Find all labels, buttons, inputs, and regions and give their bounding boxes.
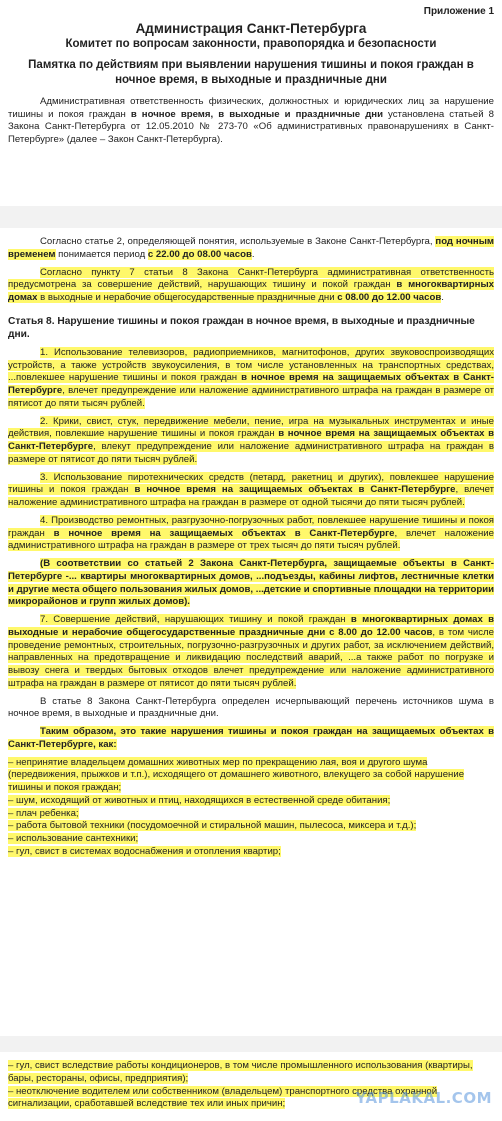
night-definition-paragraph: Согласно статье 2, определяющей понятия, используемые в Законе Санкт-Петербурга, под ночным временем понимается период с 22.00 до 08.00 часов. [8,236,494,260]
list-item: – плач ребенка; [8,807,79,819]
list-item: – гул, свист в системах водоснабжения и отопления квартир; [8,845,281,857]
memo-title: Памятка по действиям при выявлении нарушения тишины и покоя граждан в ночное время, в выходные и праздничные дни [28,59,474,86]
site-watermark: YAPLAKAL.COM [355,1089,492,1107]
article-8-title: Статья 8. Нарушение тишины и покоя граждан в ночное время, в выходные и праздничные дни. [8,315,475,341]
article-item-7: 7. Совершение действий, нарушающих тишину и покой граждан в многоквартирных домах в выходные и нерабочие общегосударственные праздничные дни с 8.00 до 12.00 часов, в том числе проведение ремонтных, строительных, погрузочно-разгрузочных и других работ, за исключением действий, направленных на предотвращение и ликвидацию последствий аварий, ...а также работ по погрузке и вывозу снега и твердых бытовых отходов влечет предупреждение или наложение административного штрафа на граждан в размере от пятисот до пяти тысяч рублей. [8,614,494,689]
org-title: Администрация Санкт-Петербурга [135,21,367,36]
committee-title: Комитет по вопросам законности, правопорядка и безопасности [65,38,437,50]
list-item: – неотключение водителем или собственником (владельцем) транспортного средства охранной сигнализации, сработавшей вследствие тех или иных причин; [8,1085,438,1110]
protected-objects-note: (В соответствии со статьей 2 Закона Санкт-Петербурга, защищаемые объекты в Санкт-Петербурге -... квартиры многоквартирных домов, ...подъезды, кабины лифтов, лестничные клетки и другие места общего пользования жилых домов, ...детские и спортивные площадки на территории микрорайонов и групп жилых домов). [8,558,494,608]
non-violation-list [8,757,494,859]
appendix-label: Приложение 1 [423,6,494,17]
article-item-1: 1. Использование телевизоров, радиоприемников, магнитофонов, других звуковоспроизводящих устройств, а также устройств звукоусиления, в том числе установленных на транспортных средствах, ...повлекшее нарушение тишины и покоя граждан в ночное время на защищаемых объектах в Санкт-Петербурге, влечет предупреждение или наложение административного штрафа на граждан в размере от пятисот до пяти тысяч рублей. [8,346,494,409]
list-item: – использование сантехники; [8,833,139,845]
article-item-3: 3. Использование пиротехнических средств (петард, ракетниц и других), повлекшее нарушение тишины и покоя граждан в ночное время на защищаемых объектах в Санкт-Петербурге, влечет наложение административного штрафа на граждан в размере от одной тысячи до пяти тысяч рублей. [8,471,494,509]
document-page-3 [0,1052,502,1121]
article-item-4: 4. Производство ремонтных, разгрузочно-погрузочных работ, повлекшее нарушение тишины и покоя граждан в ночное время на защищаемых объектах в Санкт-Петербурге, влечет наложение административного штрафа на граждан в размере от трех тысяч до пяти тысяч рублей. [8,514,494,552]
intro-paragraph: Административная ответственность физических, должностных и юридических лиц за нарушение тишины и покоя граждан в ночное время, в выходные и праздничные дни установлена статьей 8 Закона Санкт-Петербурга от 12.05.2010 № 273-70 «Об административных правонарушениях в Санкт-Петербурге» (далее – Закон Санкт-Петербурга). [8,95,495,146]
noise-sources-paragraph: В статье 8 Закона Санкт-Петербурга определен исчерпывающий перечень источников шума в ночное время, в выходные и праздничные дни. [8,695,494,720]
list-item: – непринятие владельцем домашних животных мер по прекращению лая, воя и другого шума (передвижения, прыжков и т.п.), исходящего от домашнего животного, влекущего за собой нарушение тишины и покоя граждан; [8,756,465,794]
list-item: – шум, исходящий от животных и птиц, находящихся в естественной среде обитания; [8,794,391,806]
document-page-2 [0,228,502,1036]
document-page-1 [0,0,502,206]
summary-paragraph: Таким образом, это такие нарушения тишины и покоя граждан на защищаемых объектах в Санкт-Петербурге, как: [8,726,494,750]
weekend-rule-paragraph: Согласно пункту 7 статьи 8 Закона Санкт-Петербурга административная ответственность предусмотрена за совершение действий, нарушающих тишину и покой граждан в многоквартирных домах в выходные и нерабочие общегосударственные праздничные дни с 08.00 до 12.00 часов. [8,266,494,303]
list-item: – гул, свист вследствие работы кондиционеров, в том числе промышленного использования (квартиры, бары, рестораны, офисы, предприятия); [8,1060,473,1084]
list-item: – работа бытовой техники (посудомоечной и стиральной машин, пылесоса, миксера и т.д.); [8,820,417,832]
article-item-2: 2. Крики, свист, стук, передвижение мебели, пение, игра на музыкальных инструментах и иные действия, повлекшие нарушение тишины и покоя граждан в ночное время на защищаемых объектах в Санкт-Петербурге, влекут предупреждение или наложение административного штрафа на граждан в размере от пятисот до пяти тысяч рублей. [8,415,494,465]
